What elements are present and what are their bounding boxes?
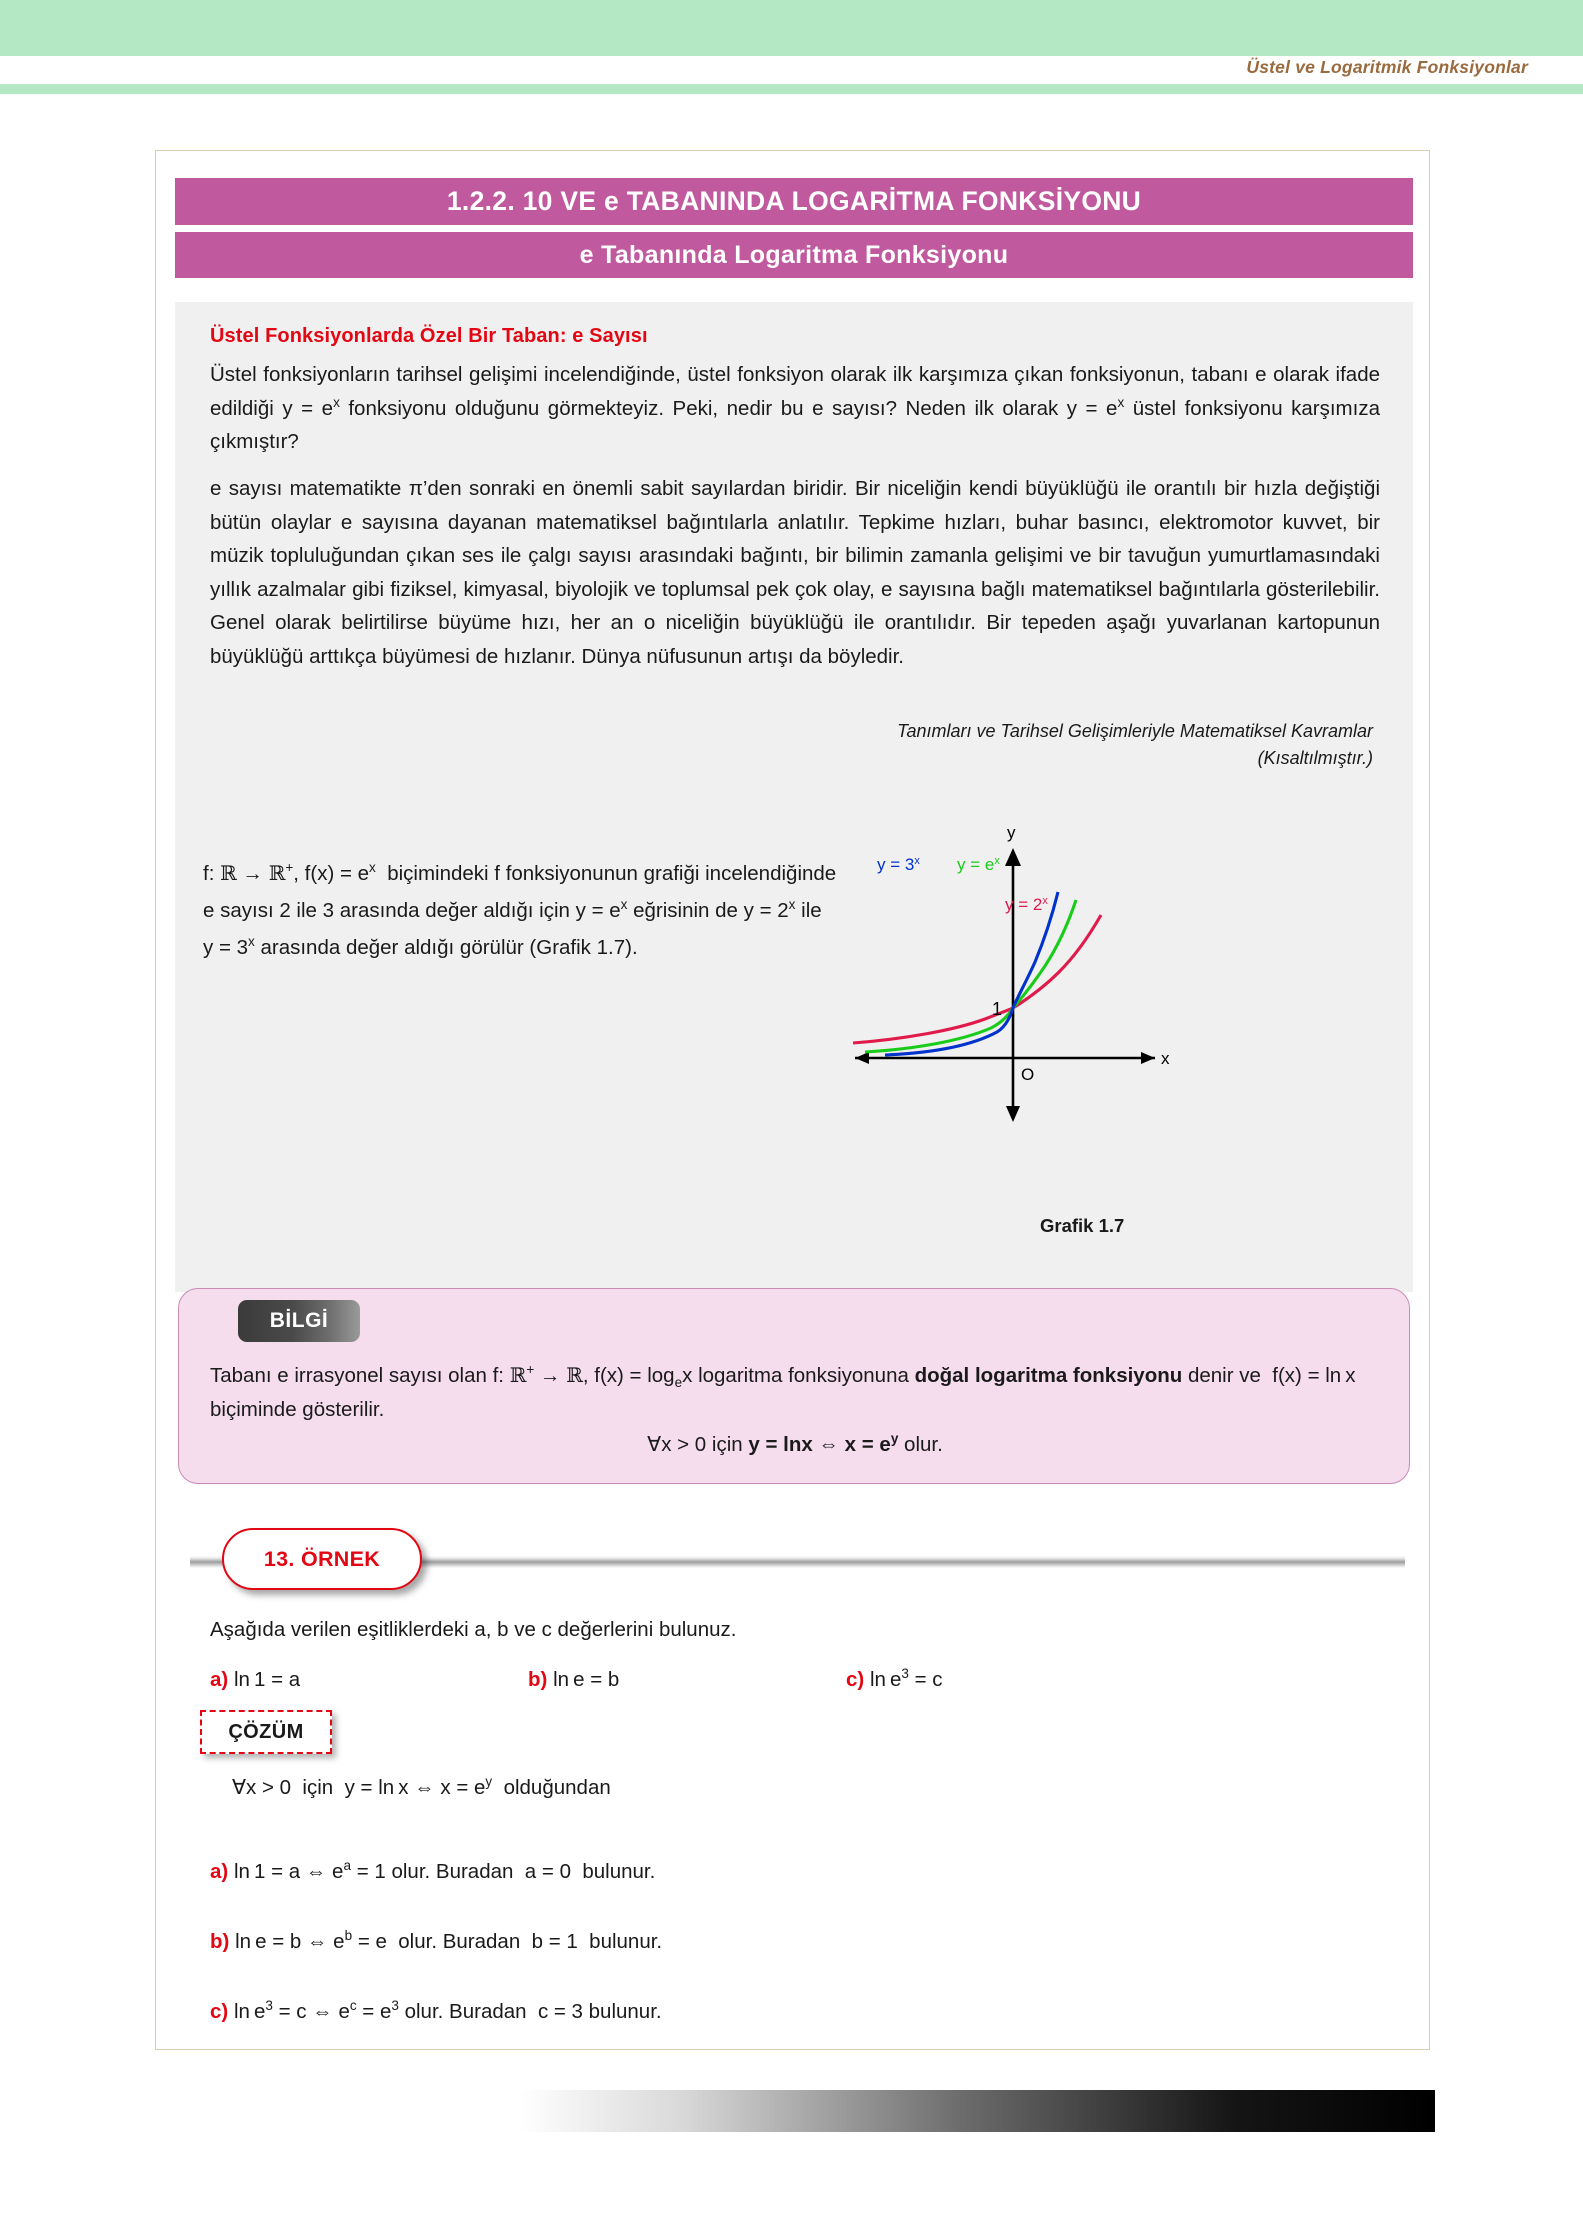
solution-step-c-expr: $\ln e^3 = c$ ⇔ $e^c = e^3$ olur. Buradan c = 3 bulunur. (233, 1998, 662, 2023)
solution-step-b (210, 1930, 662, 1954)
info-box-body: Tabanı e irrasyonel sayısı olan f: ℝ+ → ℝ, $f(x) = \log_ex$ logaritma fonksiyonuna doğal logaritma fonksiyonu denir ve f(x) = ln x biçiminde gösterilir. (210, 1362, 1362, 1421)
solution-step-b-label: b) (210, 1930, 230, 1953)
solution-step-c-label: c) (210, 2000, 229, 2023)
solution-step-a (210, 1860, 655, 1884)
example-item-c-expr: $\ln e^3 = c$ (869, 1666, 943, 1691)
example-item-b-label: b) (528, 1668, 548, 1691)
exponential-curves-svg (845, 823, 1175, 1130)
x-axis-arrow-left (855, 1052, 869, 1064)
solution-step-b-expr: ln e = b ⇔ $e^b = e$ olur. Buradan b = 1 bulunur. (235, 1928, 663, 1953)
solution-step-a-expr: ln 1 = a ⇔ $e^a = 1$ olur. Buradan a = 0 bulunur. (233, 1858, 656, 1883)
example-item-a-expr: ln 1 = a (233, 1668, 301, 1691)
example-item-c (846, 1668, 943, 1692)
x-axis-label: x (1161, 1049, 1170, 1068)
curve-y-equals-3-pow-x (885, 892, 1058, 1055)
origin-label: O (1021, 1065, 1035, 1084)
graph-figure (845, 823, 1175, 1130)
graph-caption: Grafik 1.7 (1040, 1215, 1125, 1236)
info-box-tab-label: BİLGİ (238, 1300, 360, 1342)
solution-step-a-label: a) (210, 1860, 229, 1883)
citation-line-1: Tanımları ve Tarihsel Gelişimleriyle Matematiksel Kavramlar (897, 721, 1373, 741)
solution-badge: ÇÖZÜM (200, 1710, 332, 1754)
legend-label-2-pow-x: $y = 2^x$ (1005, 895, 1048, 914)
intro-paragraph-2: e sayısı matematikte π’den sonraki en önemli sabit sayılardan biridir. Bir niceliğin kendi büyüklüğü ile orantılı bir hızla değiştiği bütün olaylar e sayısına dayanan matematiksel bağıntılarla anlatılır. Tepkime hızları, buhar basıncı, elektromotor kuvvet, bir müzik topluluğundan çıkan ses ile çalgı sayısı arasındaki bağıntı, bir bilimin zamanla gelişimi ve bir tavuğun yumurtlamasındaki yıllık azalmalar gibi fiziksel, kimyasal, biyolojik ve toplumsal pek çok olay, e sayısına bağlı matematiksel bağıntılarla gösterilebilir. Genel olarak belirtilirse büyüme hızı, her an o niceliğin büyüklüğü ile orantılıdır. Bir tepeden aşağı yuvarlanan kartopunun büyüklüğü arttıkça büyümesi de hızlanır. Dünya nüfusunun artışı da böyledir. (210, 477, 1380, 668)
page-number: 31 (1471, 2098, 1498, 2125)
section-heading: Üstel Fonksiyonlarda Özel Bir Taban: e Sayısı (210, 325, 648, 347)
example-badge: 13. ÖRNEK (222, 1528, 422, 1590)
page-number-bar (520, 2090, 1435, 2132)
example-item-a-label: a) (210, 1668, 229, 1691)
y-axis-label: y (1007, 823, 1016, 842)
source-citation (897, 718, 1373, 772)
y-tick-label-1: 1 (992, 999, 1003, 1019)
example-item-c-label: c) (846, 1668, 865, 1691)
y-axis-arrow-down (1006, 1106, 1020, 1122)
page-title-sub: e Tabanında Logaritma Fonksiyonu (175, 232, 1413, 278)
example-prompt: Aşağıda verilen eşitliklerdeki a, b ve c değerlerini bulunuz. (210, 1618, 737, 1641)
solution-intro: ∀x > 0 için y = ln x ⇔ $x = e^y$ olduğundan (232, 1774, 611, 1799)
legend-label-e-pow-x: $y = e^x$ (957, 855, 1000, 874)
header-green-band-bottom (0, 84, 1583, 94)
running-header-title: Üstel ve Logaritmik Fonksiyonlar (1246, 57, 1528, 77)
y-axis-arrow-up (1005, 848, 1021, 866)
graph-explanation-text: f: ℝ → ℝ+, $f(x) = e^x$ biçimindeki f fonksiyonunun grafiği incelendiğinde e sayısı 2 ile 3 arasında değer aldığı için $y = e^x$ eğrisinin de $y = 2^x$ ile $y = 3^x$ arasında değer aldığı görülür (Grafik 1.7). (203, 860, 837, 959)
citation-line-2: (Kısaltılmıştır.) (1257, 748, 1373, 768)
x-axis-arrow-right (1141, 1052, 1155, 1064)
example-item-b-expr: ln e = b (553, 1668, 620, 1691)
example-item-a (210, 1668, 300, 1692)
header-green-band-top (0, 0, 1583, 56)
example-item-b (528, 1668, 619, 1692)
legend-label-3-pow-x: $y = 3^x$ (877, 855, 920, 874)
solution-step-c (210, 2000, 662, 2024)
page-title-main: 1.2.2. 10 VE e TABANINDA LOGARİTMA FONKSİYONU (175, 178, 1413, 225)
intro-paragraph-1: Üstel fonksiyonların tarihsel gelişimi incelendiğinde, üstel fonksiyon olarak ilk karşımıza çıkan fonksiyonun, tabanı e olarak ifade edildiği $y = e^x$ fonksiyonu olduğunu görmekteyiz. Peki, nedir bu e sayısı? Neden ilk olarak $y = e^x$ üstel fonksiyonu karşımıza çıkmıştır? (210, 363, 1380, 453)
info-box-formula: ∀x > 0 için y = lnx ⇔ $x = e^y$ olur. (647, 1431, 943, 1456)
curve-y-equals-e-pow-x (865, 900, 1076, 1052)
